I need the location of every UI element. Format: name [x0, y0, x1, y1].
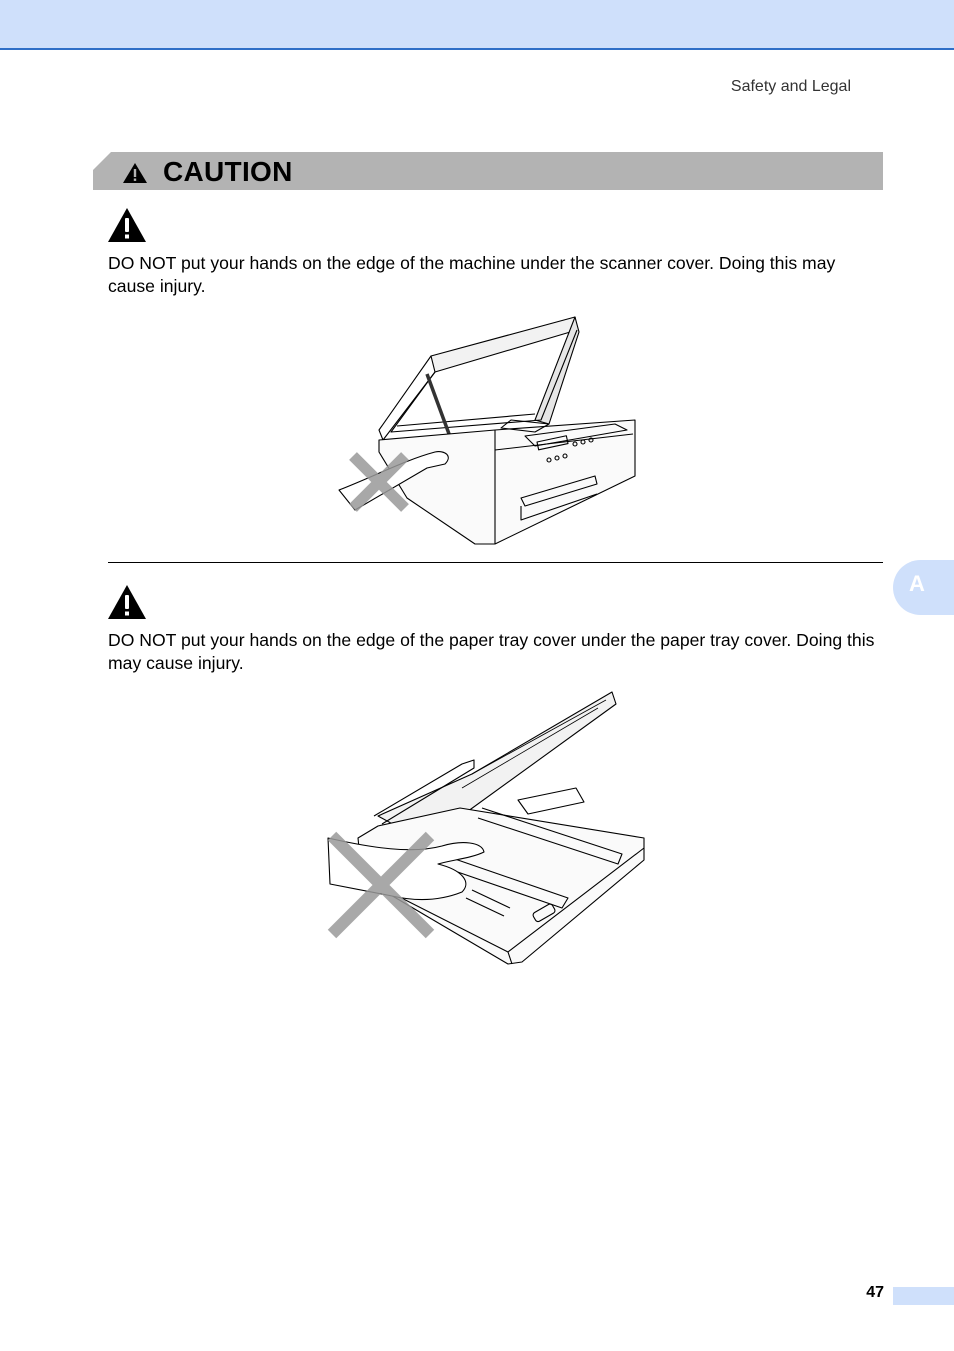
caution-triangle-icon: [122, 162, 148, 184]
caution-title: CAUTION: [163, 156, 293, 187]
warning-text-paper-tray: DO NOT put your hands on the edge of the paper tray cover under the paper tray cover. Doing this may cause injury.: [108, 630, 875, 673]
warning-triangle-icon: [107, 207, 147, 243]
paper-tray-illustration: [322, 688, 652, 970]
section-divider: [108, 562, 883, 563]
scanner-cover-illustration: [335, 312, 640, 548]
warning-triangle-icon: [107, 584, 147, 620]
appendix-tab-label: A: [909, 571, 925, 596]
running-header-title: Safety and Legal: [730, 78, 851, 95]
footer-band: [893, 1287, 954, 1305]
warning-text-scanner: DO NOT put your hands on the edge of the machine under the scanner cover. Doing this may cause injury.: [108, 253, 836, 296]
page-number: 47: [866, 1284, 884, 1301]
appendix-tab: [893, 560, 954, 615]
header-band: [0, 0, 954, 50]
